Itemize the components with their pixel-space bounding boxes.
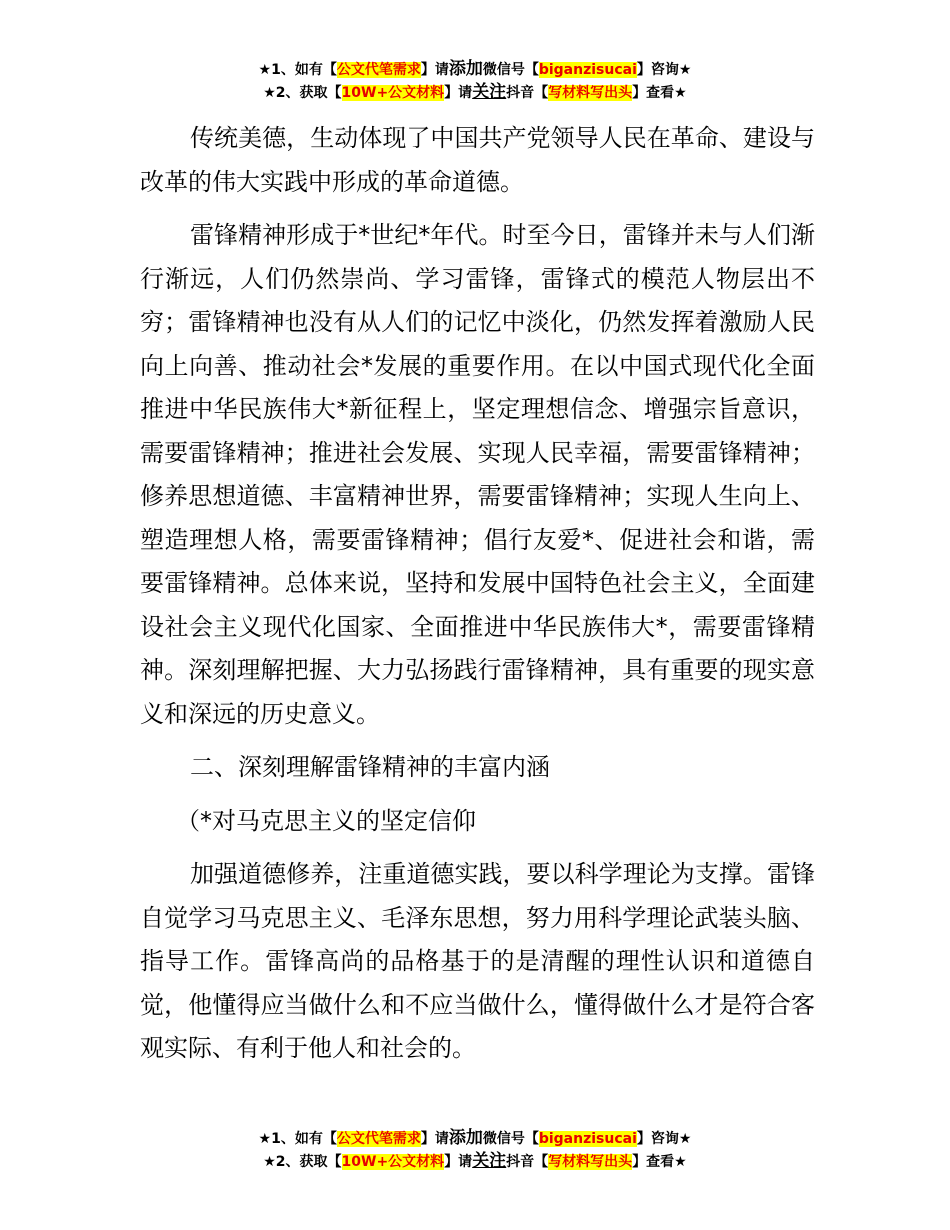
promo-text: 】咨询★	[636, 62, 692, 78]
paragraph-3: 加强道德修养，注重道德实践，要以科学理论为支撑。雷锋自觉学习马克思主义、毛泽东思想，努力用科学理论武装头脑、指导工作。雷锋高尚的品格基于的是清醒的理性认识和道德自觉，他懂得应当做什么和不应当做什么，懂得做什么才是符合客观实际、有利于他人和社会的。	[140, 860, 815, 1062]
promo-text: 微信号【	[482, 62, 539, 78]
promo-text: 】请	[420, 62, 449, 78]
promo-highlight-douyin: 写材料写出头	[548, 1154, 633, 1170]
promo-emphasis-follow: 关注	[472, 82, 507, 102]
paragraph-1: 传统美德，生动体现了中国共产党领导人民在革命、建设与改革的伟大实践中形成的革命道德。	[140, 124, 815, 196]
promo-highlight-service: 公文代笔需求	[336, 62, 421, 78]
paragraph-2: 雷锋精神形成于*世纪*年代。时至今日，雷锋并未与人们渐行渐远，人们仍然崇尚、学习雷锋，雷锋式的模范人物层出不穷；雷锋精神也没有从人们的记忆中淡化，仍然发挥着激励人民向上向善、推动社会*发展的重要作用。在以中国式现代化全面推进中华民族伟大*新征程上，坚定理想信念、增强宗旨意识，需要雷锋精神；推进社会发展、实现人民幸福，需要雷锋精神；修养思想道德、丰富精神世界，需要雷锋精神；实现人生向上、塑造理想人格，需要雷锋精神；倡行友爱*、促进社会和谐，需要雷锋精神。总体来说，坚持和发展中国特色社会主义，全面建设社会主义现代化国家、全面推进中华民族伟大*，需要雷锋精神。深刻理解把握、大力弘扬践行雷锋精神，具有重要的现实意义和深远的历史意义。	[140, 221, 815, 728]
promo-line-2	[0, 1150, 950, 1173]
promo-highlight-wechat-id: biganzisucai	[538, 1131, 637, 1147]
promo-text: 】请	[444, 1154, 473, 1170]
promo-banner-bottom	[0, 1127, 950, 1173]
promo-highlight-offer: 10W+公文材料	[341, 1154, 445, 1170]
promo-text: 微信号【	[482, 1131, 539, 1147]
promo-highlight-wechat-id: biganzisucai	[538, 62, 637, 78]
promo-text: ★2、获取【	[263, 1154, 342, 1170]
promo-text: 】请	[444, 85, 473, 101]
promo-text: 】咨询★	[636, 1131, 692, 1147]
promo-emphasis-follow: 关注	[472, 1151, 507, 1171]
promo-line-1	[0, 1127, 950, 1150]
promo-emphasis-add: 添加	[448, 59, 483, 79]
document-body	[140, 117, 815, 1081]
promo-text: 抖音【	[506, 85, 549, 101]
promo-text: ★1、如有【	[258, 62, 337, 78]
promo-line-2	[0, 81, 950, 104]
subsection-heading-1: （*对马克思主义的坚定信仰	[176, 806, 476, 835]
promo-highlight-offer: 10W+公文材料	[341, 85, 445, 101]
promo-text: 】查看★	[632, 85, 687, 101]
promo-highlight-douyin: 写材料写出头	[548, 85, 633, 101]
promo-line-1	[0, 58, 950, 81]
promo-highlight-service: 公文代笔需求	[336, 1131, 421, 1147]
promo-text: 】请	[420, 1131, 449, 1147]
promo-emphasis-add: 添加	[448, 1128, 483, 1148]
promo-text: 】查看★	[632, 1154, 687, 1170]
section-heading-2: 二、深刻理解雷锋精神的丰富内涵	[190, 753, 550, 781]
promo-banner-top	[0, 58, 950, 104]
promo-text: ★1、如有【	[258, 1131, 337, 1147]
promo-text: ★2、获取【	[263, 85, 342, 101]
promo-text: 抖音【	[506, 1154, 549, 1170]
